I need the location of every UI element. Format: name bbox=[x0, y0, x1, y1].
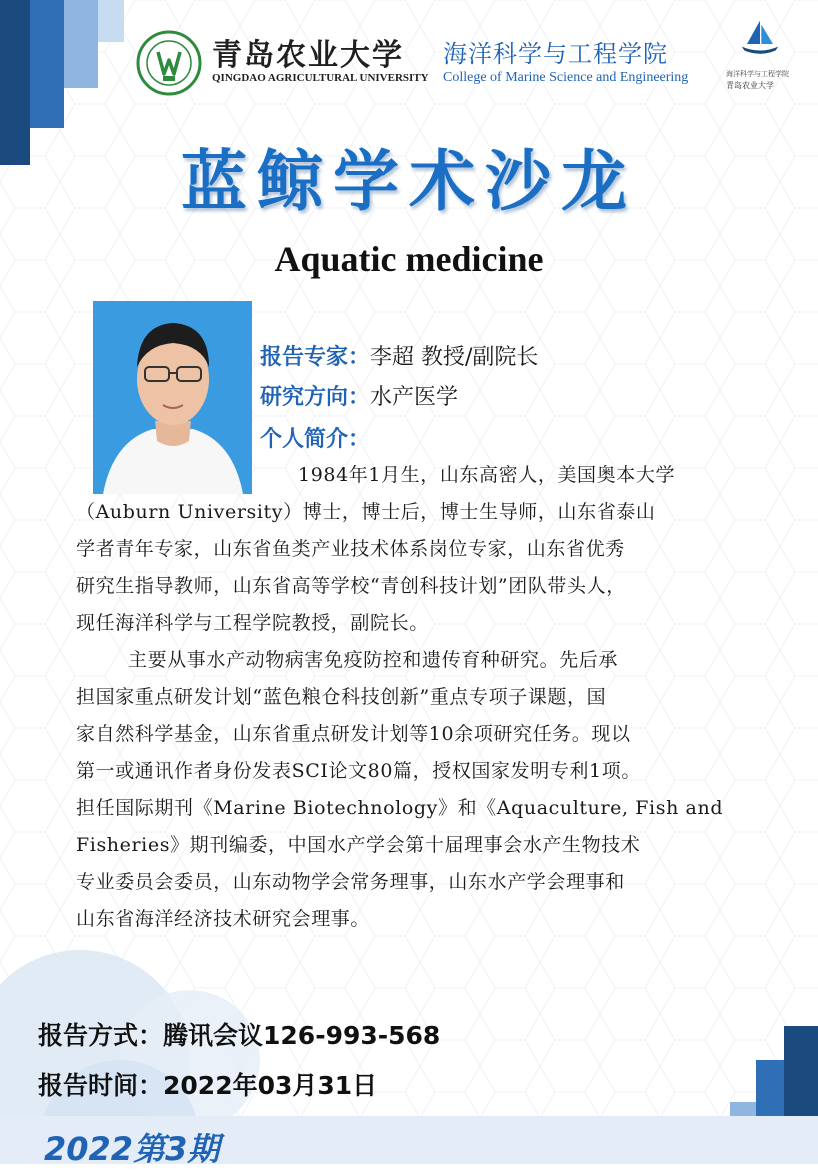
meeting-method-label: 报告方式： bbox=[38, 1021, 164, 1050]
meeting-time-row bbox=[38, 1066, 377, 1102]
college-name-cn: 海洋科学与工程学院 bbox=[443, 40, 668, 68]
meeting-time-value: 2022年03月31日 bbox=[163, 1071, 378, 1100]
bio-line: 第一或通讯作者身份发表SCI论文80篇，授权国家发明专利1项。 bbox=[76, 760, 641, 782]
bio-label: 个人简介： bbox=[260, 427, 371, 452]
page-title: 蓝鲸学术沙龙 bbox=[181, 143, 637, 220]
meeting-time-label: 报告时间： bbox=[38, 1071, 164, 1100]
bio-line: 专业委员会委员，山东动物学会常务理事，山东水产学会理事和 bbox=[76, 871, 625, 893]
meeting-method-value: 腾讯会议126-993-568 bbox=[163, 1021, 441, 1050]
bio-line: Fisheries》期刊编委，中国水产学会第十届理事会水产生物技术 bbox=[76, 834, 641, 856]
college-logo-caption: 海洋科学与工程学院 bbox=[726, 70, 789, 78]
bio-line: 学者青年专家，山东省鱼类产业技术体系岗位专家，山东省优秀 bbox=[76, 538, 625, 560]
talk-subtitle: Aquatic medicine bbox=[274, 239, 544, 279]
issue-number: 2022第3期 bbox=[44, 1130, 220, 1168]
bio-line: 现任海洋科学与工程学院教授，副院长。 bbox=[76, 612, 429, 634]
bio-line: 研究生指导教师，山东省高等学校“青创科技计划”团队带头人， bbox=[76, 575, 626, 597]
bio-line: 担任国际期刊《Marine Biotechnology》和《Aquaculture, Fish and bbox=[76, 797, 724, 819]
bio-line: 担国家重点研发计划“蓝色粮仓科技创新”重点专项子课题，国 bbox=[76, 686, 607, 708]
university-name-en: QINGDAO AGRICULTURAL UNIVERSITY bbox=[212, 72, 429, 84]
direction-label: 研究方向： bbox=[260, 385, 371, 410]
college-name-en: College of Marine Science and Engineering bbox=[443, 70, 689, 85]
direction-value: 水产医学 bbox=[370, 385, 459, 410]
bio-line: 家自然科学基金，山东省重点研发计划等10余项研究任务。现以 bbox=[76, 723, 631, 745]
bio-line: 山东省海洋经济技术研究会理事。 bbox=[76, 908, 371, 930]
university-name-cn: 青岛农业大学 bbox=[212, 38, 404, 73]
bio-line: 主要从事水产动物病害免疫防控和遗传育种研究。先后承 bbox=[128, 649, 619, 671]
bio-line: 1984年1月生，山东高密人，美国奥本大学 bbox=[298, 464, 676, 486]
bio-line: （Auburn University）博士，博士后，博士生导师，山东省泰山 bbox=[76, 501, 656, 523]
expert-value: 李超 教授/副院长 bbox=[370, 345, 539, 370]
expert-label: 报告专家： bbox=[260, 345, 371, 370]
college-logo-university: 青岛农业大学 bbox=[726, 81, 774, 90]
meeting-method-row bbox=[38, 1016, 440, 1052]
